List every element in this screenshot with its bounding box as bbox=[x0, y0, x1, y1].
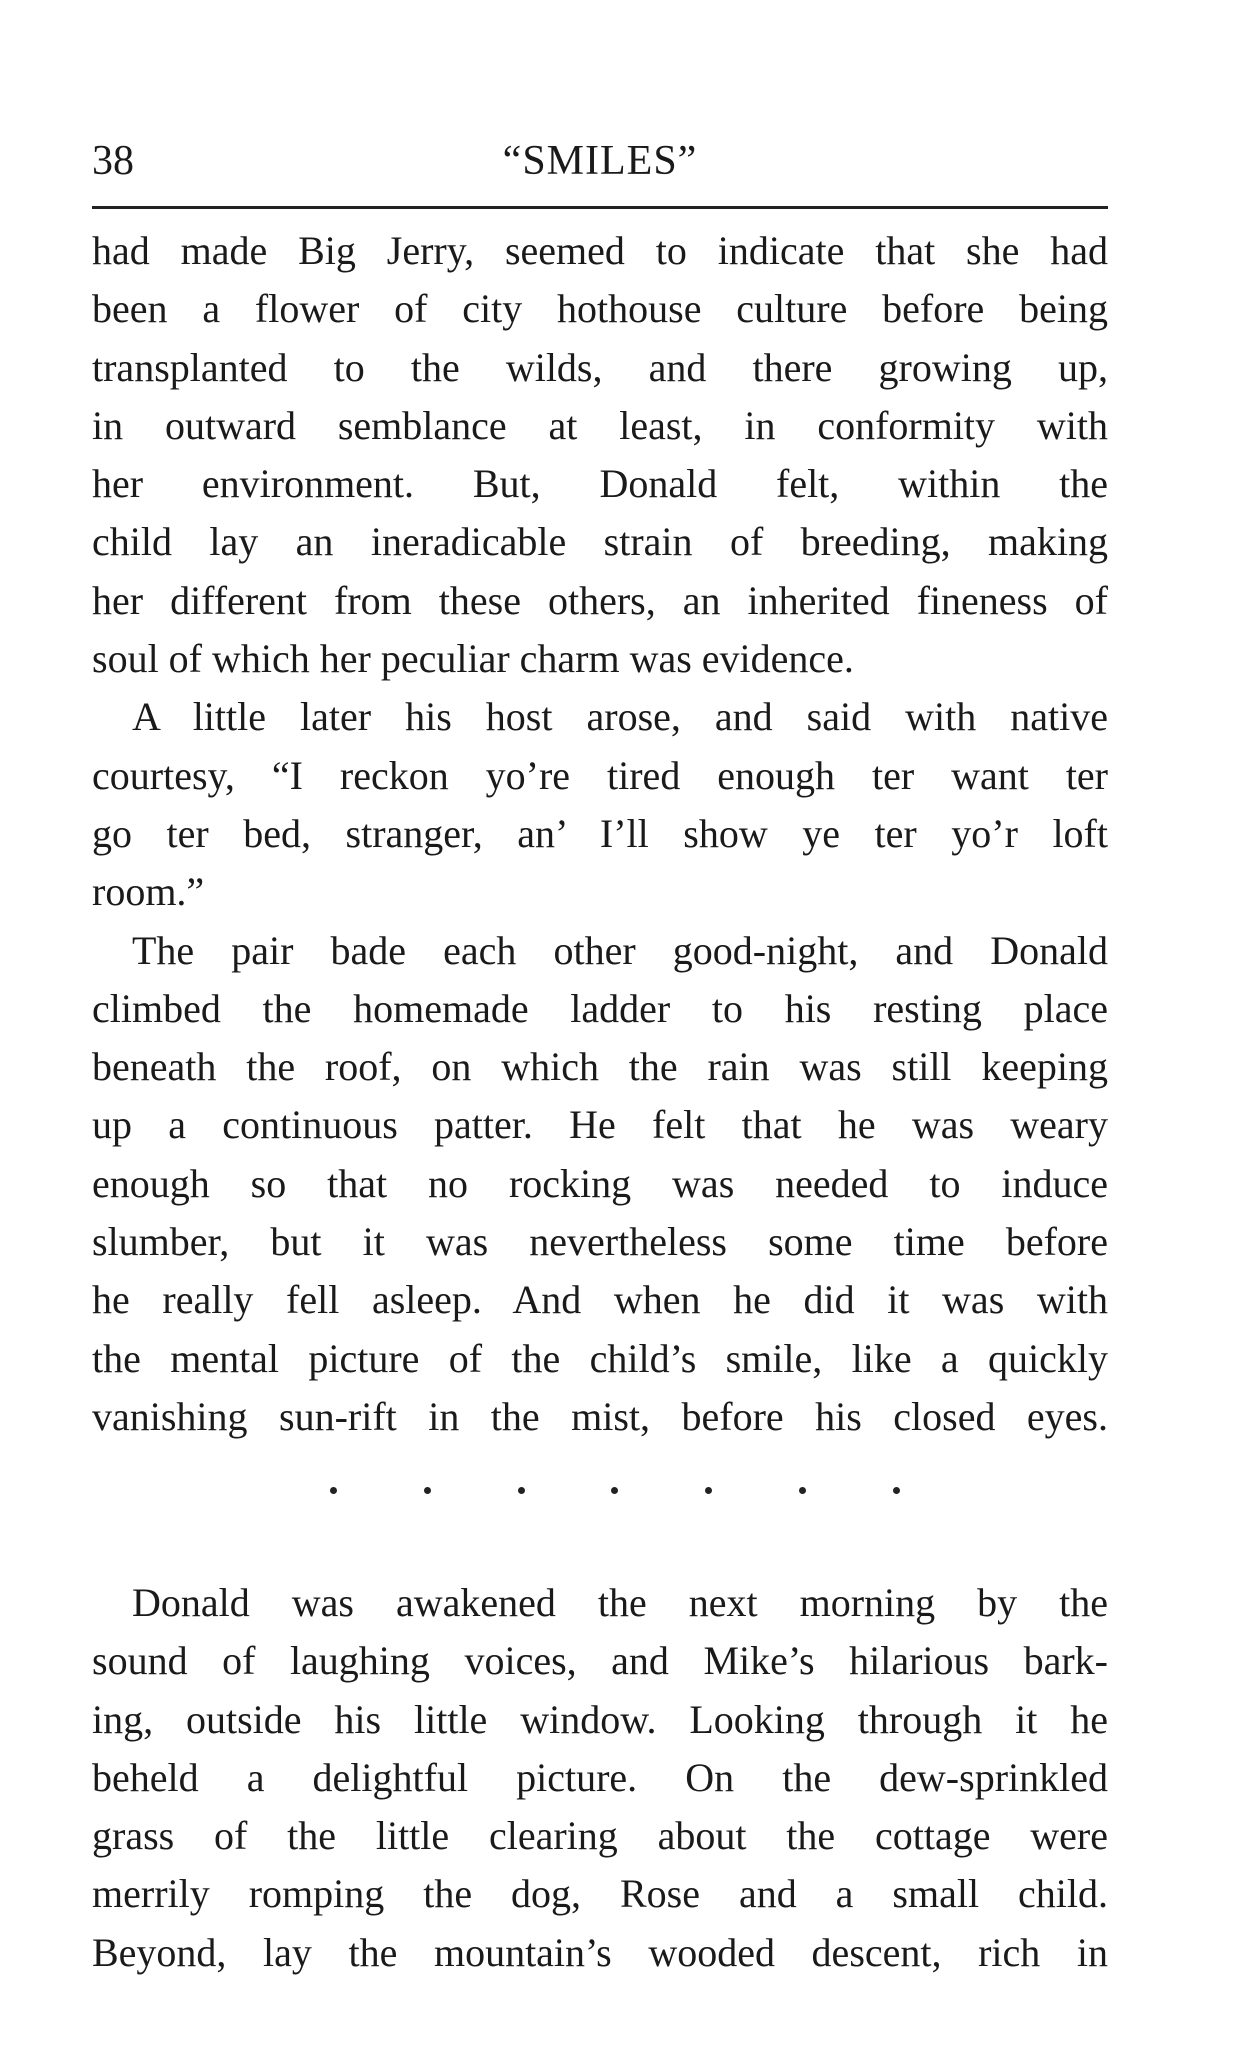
running-title: “SMILES” bbox=[502, 138, 698, 184]
text-line: grass of the little clearing about the cottage were bbox=[92, 1813, 1108, 1859]
text-line: the mental picture of the child’s smile, like a quickly bbox=[92, 1335, 1108, 1381]
page-number: 38 bbox=[92, 138, 134, 184]
text-line: been a flower of city hothouse culture before being bbox=[92, 286, 1108, 332]
text-line: Beyond, lay the mountain’s wooded descent, rich in bbox=[92, 1929, 1108, 1975]
section-break bbox=[330, 1480, 900, 1500]
text-line: transplanted to the wilds, and there growing up, bbox=[92, 344, 1108, 390]
text-line: courtesy, “I reckon yo’re tired enough ter want ter bbox=[92, 752, 1108, 798]
text-line: beneath the roof, on which the rain was still keeping bbox=[92, 1044, 1108, 1090]
text-line: go ter bed, stranger, an’ I’ll show ye ter yo’r loft bbox=[92, 810, 1108, 856]
text-line: sound of laughing voices, and Mike’s hilarious bark- bbox=[92, 1638, 1108, 1684]
text-line: ing, outside his little window. Looking through it he bbox=[92, 1696, 1108, 1742]
text-line: her different from these others, an inherited fineness of bbox=[92, 577, 1108, 623]
section-break-dot bbox=[518, 1487, 525, 1494]
paragraph-start-line: The pair bade each other good-night, and Donald bbox=[132, 927, 1108, 973]
text-line: in outward semblance at least, in conformity with bbox=[92, 402, 1108, 448]
text-line: had made Big Jerry, seemed to indicate that she had bbox=[92, 228, 1108, 273]
section-break-dot bbox=[611, 1487, 618, 1494]
text-section-1 bbox=[92, 222, 1108, 1446]
text-line: up a continuous patter. He felt that he was weary bbox=[92, 1102, 1108, 1148]
paragraph-start-line: Donald was awakened the next morning by the bbox=[132, 1580, 1108, 1625]
text-line: her environment. But, Donald felt, within the bbox=[92, 461, 1108, 507]
section-break-dot bbox=[424, 1487, 431, 1494]
section-break-dot bbox=[705, 1487, 712, 1494]
text-line: beheld a delightful picture. On the dew-sprinkled bbox=[92, 1754, 1108, 1800]
text-line: vanishing sun-rift in the mist, before his closed eyes. bbox=[92, 1393, 1108, 1439]
text-line: room.” bbox=[92, 869, 205, 915]
text-line: slumber, but it was nevertheless some time before bbox=[92, 1219, 1108, 1265]
section-break-dot bbox=[799, 1487, 806, 1494]
text-line: merrily romping the dog, Rose and a small child. bbox=[92, 1871, 1108, 1917]
section-break-dot bbox=[893, 1487, 900, 1494]
text-line: he really fell asleep. And when he did it was with bbox=[92, 1277, 1108, 1323]
text-line: enough so that no rocking was needed to induce bbox=[92, 1160, 1108, 1206]
header-rule bbox=[92, 206, 1108, 209]
text-section-2 bbox=[92, 1574, 1108, 1982]
running-head bbox=[92, 128, 1108, 198]
paragraph-start-line: A little later his host arose, and said with native bbox=[132, 694, 1108, 740]
section-break-dot bbox=[330, 1487, 337, 1494]
text-line: soul of which her peculiar charm was evidence. bbox=[92, 636, 854, 682]
text-line: climbed the homemade ladder to his resting place bbox=[92, 985, 1108, 1031]
text-line: child lay an ineradicable strain of breeding, making bbox=[92, 519, 1108, 565]
